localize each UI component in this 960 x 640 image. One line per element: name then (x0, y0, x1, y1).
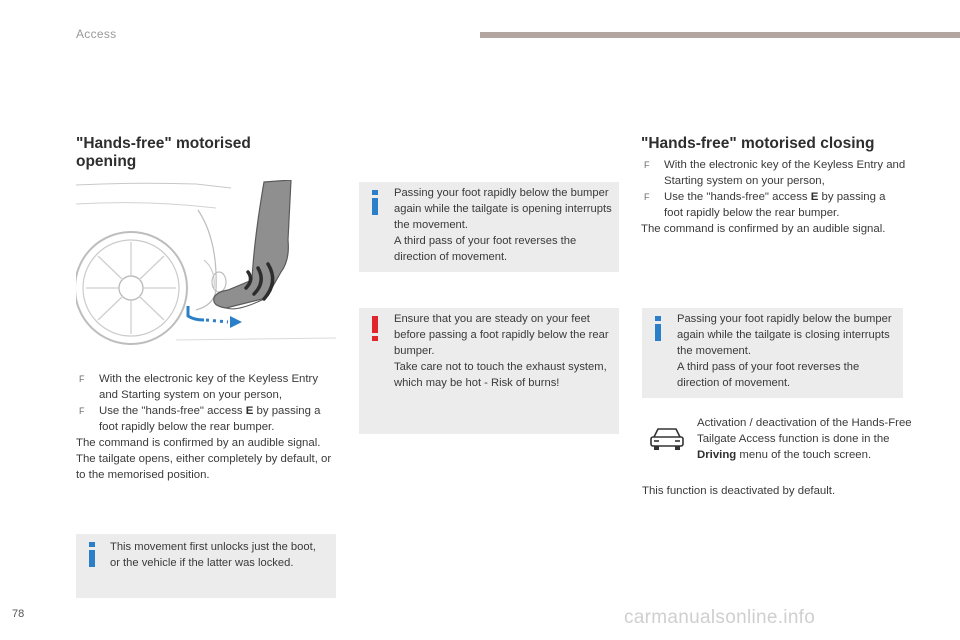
info-line: Passing your foot rapidly below the bumper again while the tailgate is closing interrupts the movement. (677, 313, 892, 357)
closing-instructions (641, 157, 906, 237)
watermark: carmanualsonline.info (624, 607, 816, 628)
bullet-text: Use the "hands-free" access (99, 405, 246, 417)
info-line: A third pass of your foot reverses the direction of movement. (394, 235, 577, 263)
bullet-marker: F (644, 160, 650, 170)
bullet-marker: F (644, 192, 650, 202)
bullet-text: by passing a foot rapidly below the rear bumper. (99, 405, 321, 433)
info-line: A third pass of your foot reverses the direction of movement. (677, 361, 860, 389)
activation-text: Activation / deactivation of the Hands-Free Tailgate Access function is done in the (697, 417, 912, 445)
bullet-text: by passing a foot rapidly below the rear bumper. (664, 191, 886, 219)
info-text (394, 185, 612, 265)
bullet-text: Use the "hands-free" access (664, 191, 811, 203)
header-bar (480, 32, 960, 38)
info-box (76, 534, 336, 598)
info-icon (84, 542, 100, 568)
warning-line: Take care not to touch the exhaust system, which may be hot - Risk of burns! (394, 361, 607, 389)
page-number: 78 (12, 608, 25, 620)
activation-note (697, 415, 912, 463)
warning-line: Ensure that you are steady on your feet before passing a foot rapidly below the rear bumper. (394, 313, 609, 357)
info-box (642, 308, 903, 398)
info-box (359, 182, 619, 272)
activation-text: menu of the touch screen. (736, 449, 872, 461)
bullet-item (76, 371, 338, 403)
info-icon (650, 316, 666, 342)
access-letter: E (810, 191, 819, 203)
info-text (677, 311, 895, 391)
hands-free-foot-illustration (76, 180, 336, 345)
deactivated-note: This function is deactivated by default. (642, 485, 836, 497)
driving-menu-label: Driving (697, 449, 737, 461)
section-label: Access (76, 27, 117, 41)
info-icon (367, 190, 383, 216)
opening-instructions (76, 371, 338, 483)
paragraph: The tailgate opens, either completely by default, or to the memorised position. (76, 453, 332, 481)
bullet-item (76, 403, 338, 435)
info-text: This movement first unlocks just the boot, or the vehicle if the latter was locked. (110, 541, 316, 569)
bullet-marker: F (79, 374, 85, 384)
opening-title: "Hands-free" motorised opening (76, 135, 251, 170)
access-letter: E (245, 405, 254, 417)
paragraph: The command is confirmed by an audible signal. (641, 223, 886, 235)
bullet-item (641, 189, 906, 221)
warning-text (394, 311, 612, 391)
bullet-marker: F (79, 406, 85, 416)
info-line: Passing your foot rapidly below the bumper again while the tailgate is opening interrupts the movement. (394, 187, 612, 231)
bullet-text: With the electronic key of the Keyless Entry and Starting system on your person, (664, 159, 906, 187)
car-settings-icon (648, 425, 686, 453)
warning-box (359, 308, 619, 434)
warning-icon (367, 316, 383, 342)
bullet-item (641, 157, 906, 189)
paragraph: The command is confirmed by an audible signal. (76, 437, 321, 449)
closing-title: "Hands-free" motorised closing (641, 135, 875, 152)
bullet-text: With the electronic key of the Keyless Entry and Starting system on your person, (99, 373, 319, 401)
